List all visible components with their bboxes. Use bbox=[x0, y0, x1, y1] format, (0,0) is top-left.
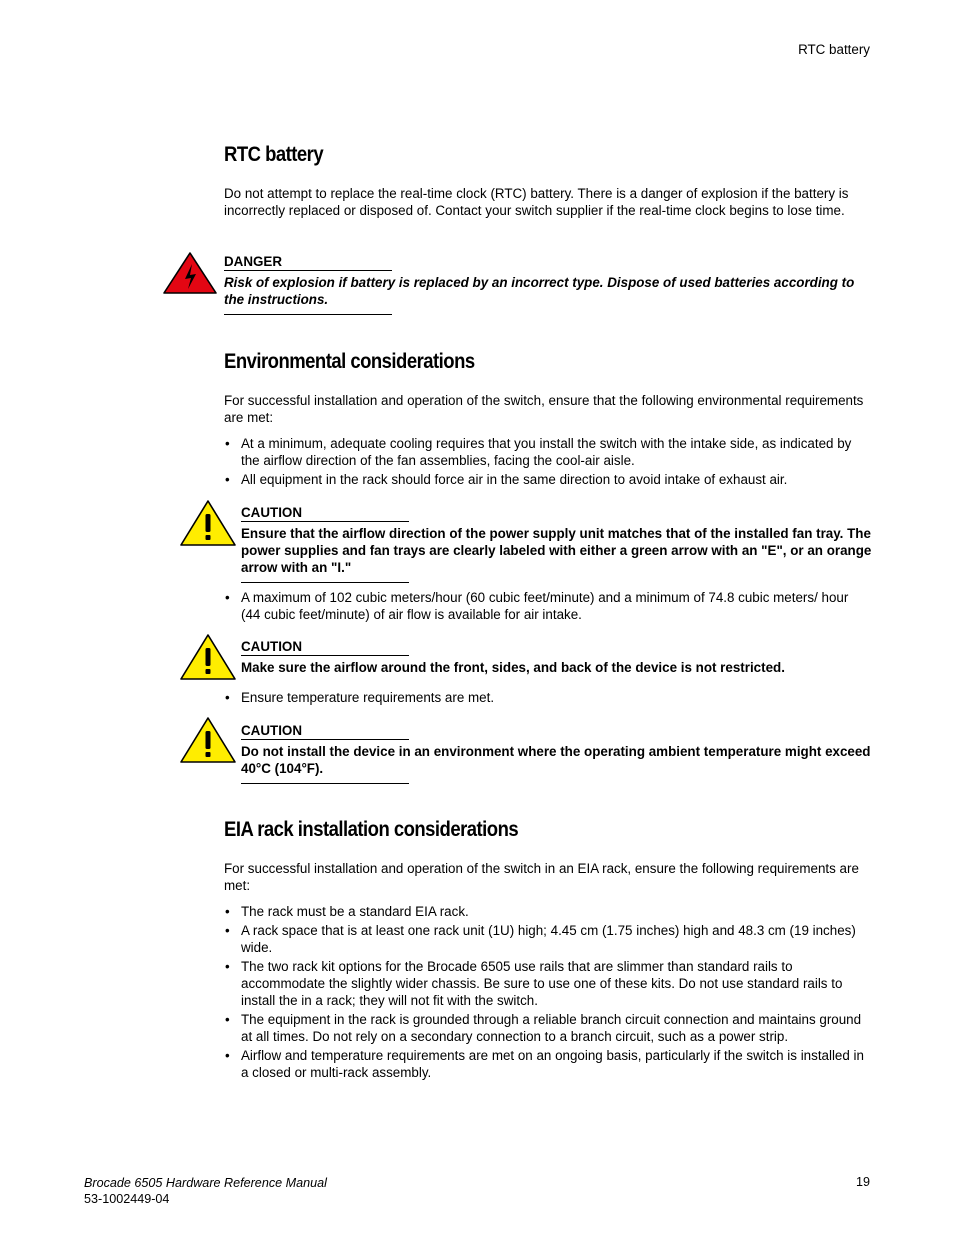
caution-icon bbox=[179, 499, 237, 547]
list-item: • The rack must be a standard EIA rack. bbox=[224, 903, 864, 920]
list-item: • Airflow and temperature requirements are met on an ongoing basis, particularly if the switch is installed in a closed or multi-rack assembly. bbox=[224, 1047, 864, 1081]
caution-label: CAUTION bbox=[241, 505, 302, 520]
rtc-intro: Do not attempt to replace the real-time clock (RTC) battery. There is a danger of explosion if the battery is incorrectly replaced or disposed of. Contact your switch supplier if the real-time clock begins to lose time. bbox=[224, 186, 849, 218]
caution-icon bbox=[179, 633, 237, 681]
section-title-eia: EIA rack installation considerations bbox=[224, 817, 519, 841]
caution-rule-top bbox=[241, 655, 409, 656]
eia-intro: For successful installation and operation of the switch in an EIA rack, ensure the following requirements are met: bbox=[224, 861, 859, 893]
caution-rule-top bbox=[241, 739, 409, 740]
list-item: • A rack space that is at least one rack unit (1U) high; 4.45 cm (1.75 inches) high and 48.3 cm (19 inches) wide. bbox=[224, 922, 864, 956]
danger-notice bbox=[224, 254, 872, 315]
section-title-environmental: Environmental considerations bbox=[224, 349, 475, 373]
caution-label: CAUTION bbox=[241, 723, 302, 738]
eia-bullets bbox=[224, 903, 864, 1083]
footer-left bbox=[84, 1175, 327, 1207]
env-bullets-b bbox=[224, 589, 864, 625]
caution-notice-1 bbox=[241, 505, 873, 583]
caution-text: Make sure the airflow around the front, sides, and back of the device is not restricted. bbox=[241, 660, 785, 675]
list-item: • At a minimum, adequate cooling requires that you install the switch with the intake side, as indicated by the airflow direction of the fan assemblies, facing the cool-air aisle. bbox=[224, 435, 864, 469]
caution-rule-top bbox=[241, 521, 409, 522]
section-title-rtc: RTC battery bbox=[224, 142, 324, 166]
list-item: • Ensure temperature requirements are met. bbox=[224, 689, 864, 706]
danger-icon bbox=[162, 251, 218, 295]
caution-text: Ensure that the airflow direction of the power supply unit matches that of the installed fan tray. The power supplies and fan trays are clearly labeled with either a green arrow with an "E", or an orange arrow with an "I." bbox=[241, 526, 872, 575]
list-item: • The two rack kit options for the Brocade 6505 use rails that are slimmer than standard rails to accommodate the slightly wider chassis. Be sure to use one of these kits. Do not use standard rails to install the in a rack; they will not fit with the switch. bbox=[224, 958, 864, 1009]
caution-label: CAUTION bbox=[241, 639, 302, 654]
caution-notice-2 bbox=[241, 639, 873, 676]
caution-text: Do not install the device in an environment where the operating ambient temperature might exceed 40°C (104°F). bbox=[241, 744, 871, 776]
env-bullets-c bbox=[224, 689, 864, 708]
caution-notice-3 bbox=[241, 723, 873, 784]
env-bullets-a bbox=[224, 435, 864, 490]
caution-icon bbox=[179, 716, 237, 764]
danger-rule-bottom bbox=[224, 314, 392, 315]
danger-rule-top bbox=[224, 270, 392, 271]
list-item: • The equipment in the rack is grounded through a reliable branch circuit connection and maintains ground at all times. Do not rely on a secondary connection to a branch circuit, such as a power strip. bbox=[224, 1011, 864, 1045]
caution-rule-bottom bbox=[241, 783, 409, 784]
env-intro: For successful installation and operation of the switch, ensure that the following environmental requirements are met: bbox=[224, 393, 864, 425]
caution-rule-bottom bbox=[241, 582, 409, 583]
manual-title: Brocade 6505 Hardware Reference Manual bbox=[84, 1176, 327, 1190]
list-item: • A maximum of 102 cubic meters/hour (60 cubic feet/minute) and a minimum of 74.8 cubic meters/ hour (44 cubic feet/minute) of air flow is available for air intake. bbox=[224, 589, 864, 623]
doc-number: 53-1002449-04 bbox=[84, 1192, 170, 1206]
page-number: 19 bbox=[855, 1175, 870, 1189]
danger-text: Risk of explosion if battery is replaced by an incorrect type. Dispose of used batteries according to the instructions. bbox=[224, 275, 855, 307]
danger-label: DANGER bbox=[224, 254, 283, 269]
running-header: RTC battery bbox=[798, 42, 870, 57]
list-item: • All equipment in the rack should force air in the same direction to avoid intake of exhaust air. bbox=[224, 471, 864, 488]
